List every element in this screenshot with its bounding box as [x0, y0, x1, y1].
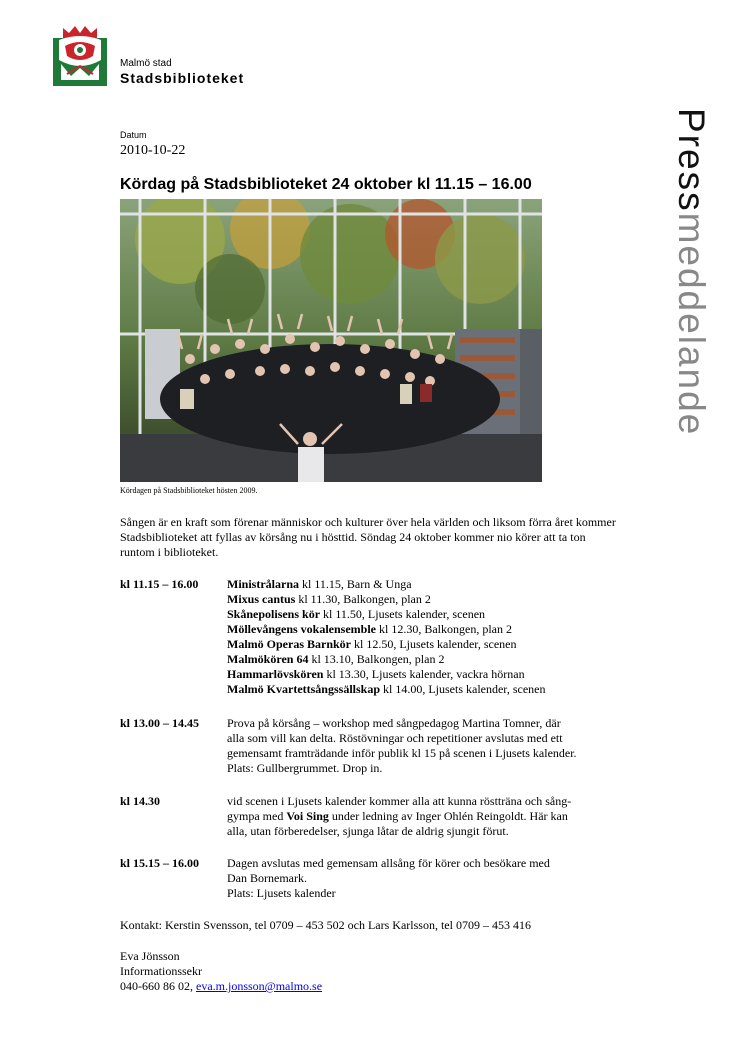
side-title-part2: meddelande	[671, 212, 712, 437]
signature-name: Eva Jönsson	[120, 949, 180, 963]
description-line: gemensamt framträdande inför publik kl 15 på scenen i Ljusets kalender.	[227, 746, 577, 760]
choir-entry	[227, 637, 627, 652]
choir-name: Malmö Operas Barnkör	[227, 637, 351, 651]
description-text: under ledning av Inger Ohlén Reingoldt. Här kan	[328, 809, 568, 823]
intro-paragraph: Sången är en kraft som förenar människor och kulturer över hela världen och liksom förra året kommer Stadsbiblioteket att fyllas av körsång nu i hösttid. Söndag 24 oktober kommer nio körer att ta ton runtom i biblioteket.	[120, 515, 616, 559]
schedule-time: kl 14.30	[120, 794, 161, 808]
description-line: Plats: Ljusets kalender	[227, 886, 336, 900]
document-type-title	[673, 108, 710, 436]
choir-name: Hammarlövskören	[227, 667, 324, 681]
choir-entry	[227, 652, 627, 667]
email-link[interactable]: eva.m.jonsson@malmo.se	[196, 979, 323, 993]
choir-name: Ministrålarna	[227, 577, 299, 591]
choir-detail: kl 12.30, Balkongen, plan 2	[376, 622, 512, 636]
choir-detail: kl 11.15, Barn & Unga	[299, 577, 412, 591]
choir-detail: kl 11.50, Ljusets kalender, scenen	[320, 607, 486, 621]
schedule-description	[227, 794, 627, 839]
choir-entry	[227, 667, 627, 682]
choir-name: Mixus cantus	[227, 592, 296, 606]
choir-detail: kl 13.30, Ljusets kalender, vackra hörnan	[323, 667, 525, 681]
description-line: Dagen avslutas med gemensam allsång för körer och besökare med	[227, 856, 550, 870]
side-title-part1: Press	[671, 108, 712, 213]
choir-name: Skånepolisens kör	[227, 607, 321, 621]
signature-title: Informationssekr	[120, 964, 202, 978]
choir-detail: kl 13.10, Balkongen, plan 2	[308, 652, 445, 666]
description-line: vid scenen i Ljusets kalender kommer alla att kunna rösttränа och sång-	[227, 794, 572, 808]
choir-detail: kl 12.50, Ljusets kalender, scenen	[351, 637, 517, 651]
description-line: alla som vill kan delta. Röstövningar och repetitioner avslutas med ett	[227, 731, 563, 745]
description-line: alla, utan förberedelser, sjunga låtar de aldrig sjungit förut.	[227, 824, 509, 838]
description-line: Prova på körsång – workshop med sångpedagog Martina Tomner, där	[227, 716, 561, 730]
choir-entry	[227, 622, 627, 637]
organization	[120, 58, 244, 87]
choir-entry	[227, 607, 627, 622]
org-city: Malmö stad	[120, 58, 172, 69]
choir-detail: kl 14.00, Ljusets kalender, scenen	[380, 682, 546, 696]
photo-caption: Kördagen på Stadsbiblioteket hösten 2009.	[120, 486, 258, 495]
org-name: Stadsbiblioteket	[120, 70, 245, 86]
description-line: Dan Bornemark.	[227, 871, 307, 885]
choir-entry	[227, 592, 627, 607]
schedule-time: kl 11.15 – 16.00	[120, 577, 199, 591]
schedule-time: kl 13.00 – 14.45	[120, 716, 200, 730]
choir-photo	[120, 199, 542, 482]
signature	[120, 949, 322, 994]
malmo-stad-logo	[53, 24, 107, 86]
date-value: 2010-10-22	[120, 143, 186, 158]
description-line: Plats: Gullbergrummet. Drop in.	[227, 761, 383, 775]
description-text: gympa med	[227, 809, 287, 823]
choir-entry	[227, 577, 627, 592]
choir-name: Malmö Kvartettsångssällskap	[227, 682, 380, 696]
choir-entry	[227, 682, 627, 697]
group-name: Voi Sing	[286, 809, 329, 823]
choir-name: Malmökören 64	[227, 652, 309, 666]
contact-line: Kontakt: Kerstin Svensson, tel 0709 – 453 502 och Lars Karlsson, tel 0709 – 453 416	[120, 918, 531, 932]
signature-contact	[120, 979, 322, 994]
choir-detail: kl 11.30, Balkongen, plan 2	[295, 592, 431, 606]
description-line	[227, 809, 627, 824]
choir-list	[227, 577, 627, 697]
schedule-description	[227, 716, 627, 776]
schedule-time: kl 15.15 – 16.00	[120, 856, 200, 870]
choir-name: Möllevångens vokalensemble	[227, 622, 376, 636]
headline: Kördag på Stadsbiblioteket 24 oktober kl 11.15 – 16.00	[120, 176, 532, 193]
schedule-description	[227, 856, 627, 901]
date-label: Datum	[120, 130, 147, 140]
signature-phone: 040-660 86 02,	[120, 979, 196, 993]
